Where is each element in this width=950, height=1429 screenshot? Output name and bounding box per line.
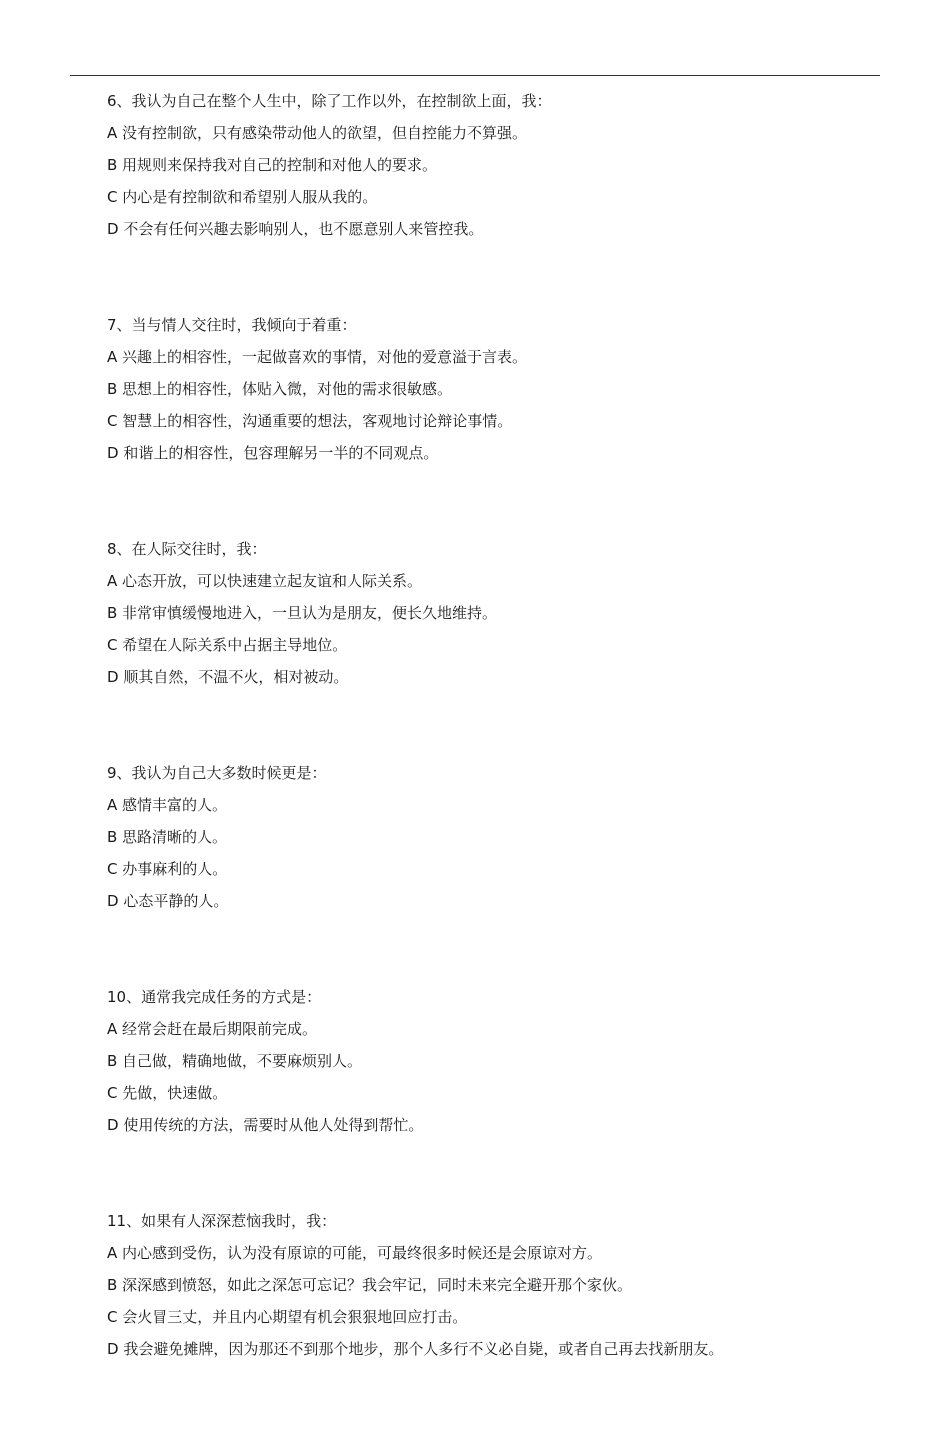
option-c: C 内心是有控制欲和希望别人服从我的。 bbox=[107, 188, 378, 206]
option-c: C 会火冒三丈，并且内心期望有机会狠狠地回应打击。 bbox=[107, 1308, 468, 1326]
option-b: B 非常审慎缓慢地进入，一旦认为是朋友，便长久地维持。 bbox=[107, 604, 498, 622]
option-a: A 内心感到受伤，认为没有原谅的可能，可最终很多时候还是会原谅对方。 bbox=[107, 1244, 603, 1262]
option-d: D 不会有任何兴趣去影响别人，也不愿意别人来管控我。 bbox=[107, 220, 484, 238]
question-6 bbox=[107, 85, 887, 245]
option-a: A 心态开放，可以快速建立起友谊和人际关系。 bbox=[107, 572, 423, 590]
option-d: D 使用传统的方法，需要时从他人处得到帮忙。 bbox=[107, 1116, 424, 1134]
question-prompt: 6、我认为自己在整个人生中，除了工作以外，在控制欲上面，我： bbox=[107, 92, 552, 110]
question-prompt: 9、我认为自己大多数时候更是： bbox=[107, 764, 327, 782]
option-b: B 思路清晰的人。 bbox=[107, 828, 228, 846]
question-prompt: 11、如果有人深深惹恼我时，我： bbox=[107, 1212, 337, 1230]
question-8 bbox=[107, 533, 887, 693]
option-d: D 心态平静的人。 bbox=[107, 892, 229, 910]
option-d: D 和谐上的相容性，包容理解另一半的不同观点。 bbox=[107, 444, 439, 462]
question-7 bbox=[107, 309, 887, 469]
option-b: B 深深感到愤怒，如此之深怎可忘记？我会牢记，同时未来完全避开那个家伙。 bbox=[107, 1276, 633, 1294]
header-divider bbox=[70, 75, 880, 76]
question-prompt: 10、通常我完成任务的方式是： bbox=[107, 988, 322, 1006]
option-d: D 我会避免摊牌，因为那还不到那个地步，那个人多行不义必自毙，或者自己再去找新朋友。 bbox=[107, 1340, 724, 1358]
option-c: C 希望在人际关系中占据主导地位。 bbox=[107, 636, 348, 654]
question-prompt: 8、在人际交往时，我： bbox=[107, 540, 267, 558]
option-b: B 自己做，精确地做，不要麻烦别人。 bbox=[107, 1052, 363, 1070]
option-c: C 办事麻利的人。 bbox=[107, 860, 228, 878]
option-a: A 经常会赶在最后期限前完成。 bbox=[107, 1020, 318, 1038]
option-b: B 用规则来保持我对自己的控制和对他人的要求。 bbox=[107, 156, 438, 174]
option-a: A 兴趣上的相容性，一起做喜欢的事情，对他的爱意溢于言表。 bbox=[107, 348, 528, 366]
option-b: B 思想上的相容性，体贴入微，对他的需求很敏感。 bbox=[107, 380, 453, 398]
option-d: D 顺其自然，不温不火，相对被动。 bbox=[107, 668, 349, 686]
question-prompt: 7、当与情人交往时，我倾向于着重： bbox=[107, 316, 357, 334]
option-c: C 先做，快速做。 bbox=[107, 1084, 228, 1102]
option-a: A 感情丰富的人。 bbox=[107, 796, 228, 814]
question-9 bbox=[107, 757, 887, 917]
question-10 bbox=[107, 981, 887, 1141]
questionnaire bbox=[107, 85, 887, 1429]
option-a: A 没有控制欲，只有感染带动他人的欲望，但自控能力不算强。 bbox=[107, 124, 528, 142]
option-c: C 智慧上的相容性，沟通重要的想法，客观地讨论辩论事情。 bbox=[107, 412, 513, 430]
question-11 bbox=[107, 1205, 887, 1365]
